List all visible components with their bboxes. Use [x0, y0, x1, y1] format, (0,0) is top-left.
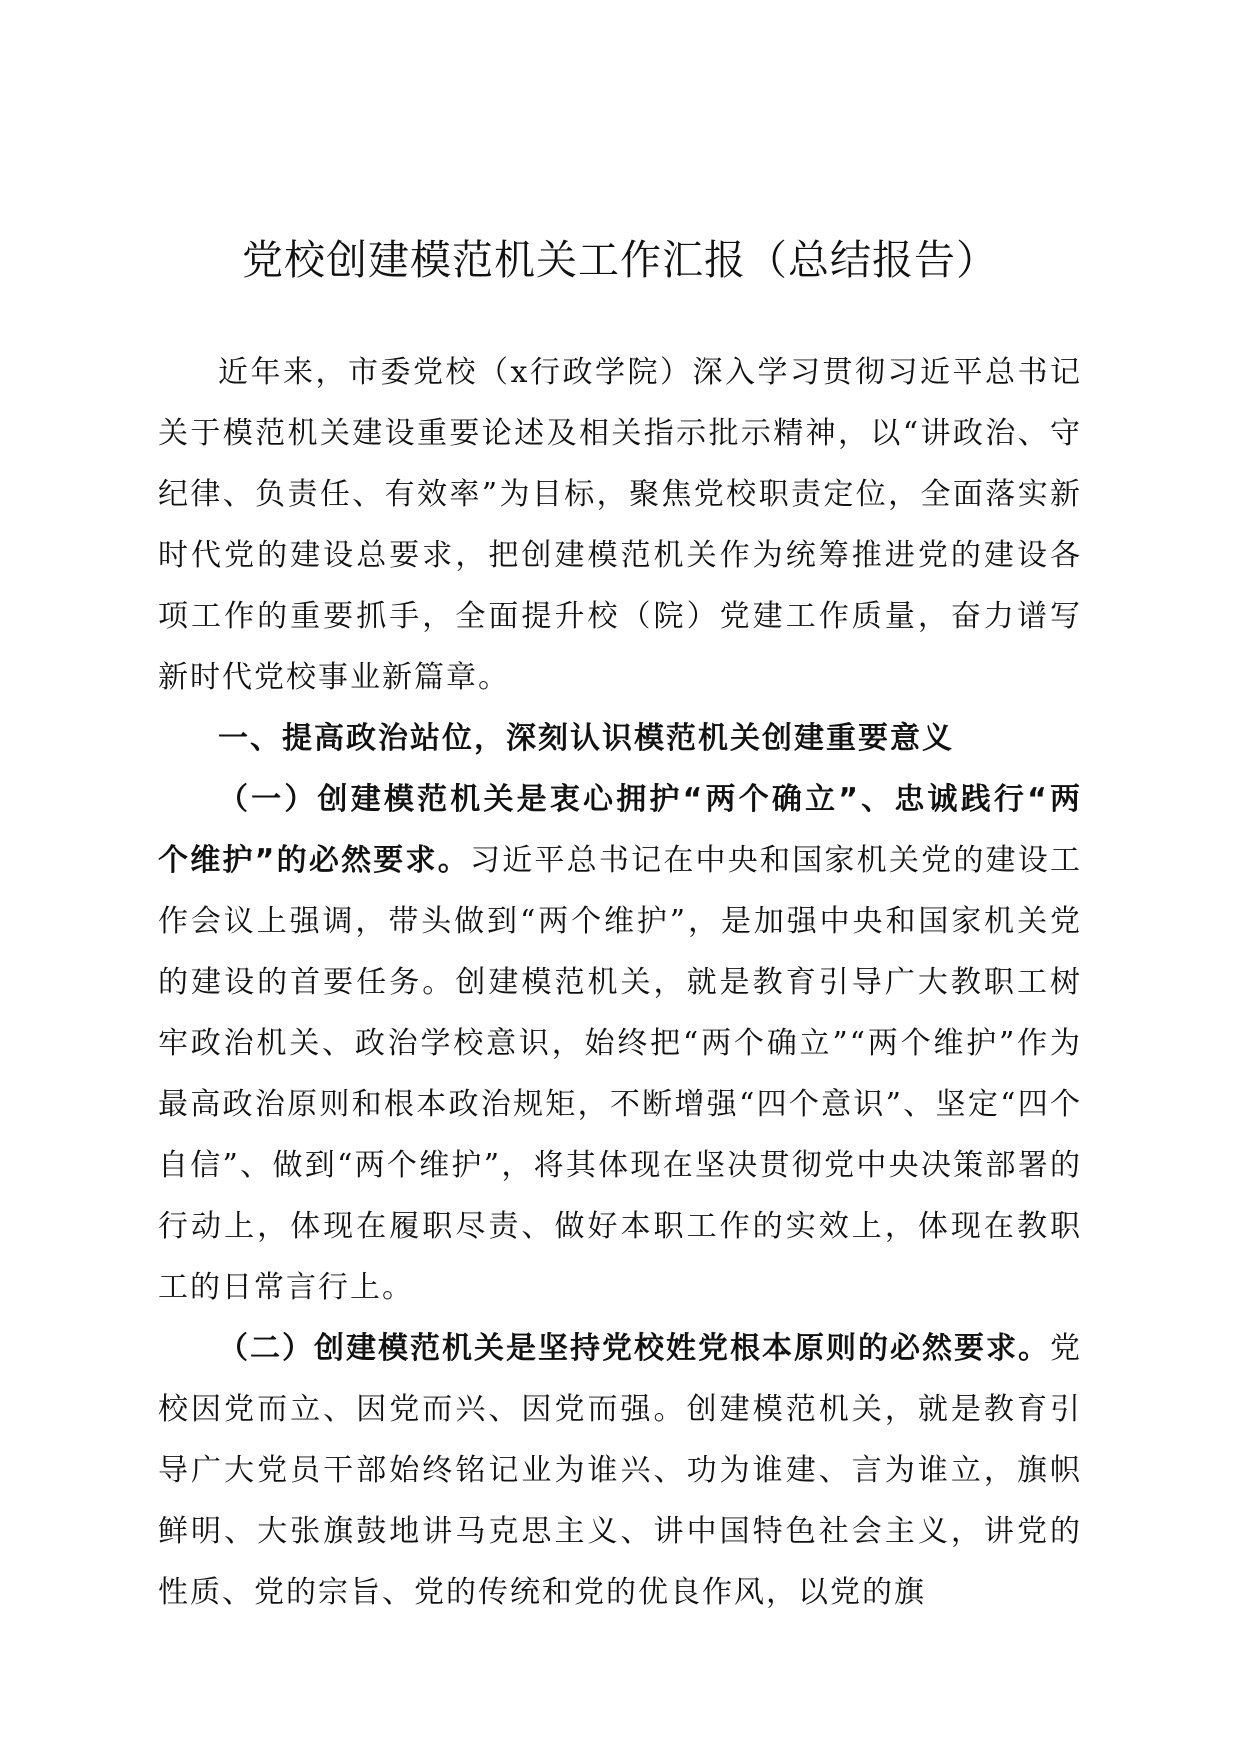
document-title: 党校创建模范机关工作汇报（总结报告） — [242, 236, 998, 284]
item-1-lead: （一）创建模范机关是衷心拥护“两个确立”、忠诚践行“两个维护”的必然要求。 — [158, 782, 1082, 878]
section-1-item-1 — [158, 769, 1082, 1318]
item-2-lead: （二）创建模范机关是坚持党校姓党根本原则的必然要求。 — [218, 1331, 1050, 1366]
section-1-item-2 — [158, 1318, 1082, 1623]
item-1-text: 习近平总书记在中央和国家机关党的建设工作会议上强调，带头做到“两个维护”，是加强中央和国家机关党的建设的首要任务。创建模范机关，就是教育引导广大教职工树牢政治机关、政治学校意识，始终把“两个确立”“两个维护”作为最高政治原则和根本政治规矩，不断增强“四个意识”、坚定“四个自信”、做到“两个维护”，将其体现在坚决贯彻党中央决策部署的行动上，体现在履职尽责、做好本职工作的实效上，体现在教职工的日常言行上。 — [158, 843, 1083, 1305]
document-body — [158, 342, 1082, 1623]
item-2-text: 党校因党而立、因党而兴、因党而强。创建模范机关，就是教育引导广大党员干部始终铭记业为谁兴、功为谁建、言为谁立，旗帜鲜明、大张旗鼓地讲马克思主义、讲中国特色社会主义，讲党的性质、党的宗旨、党的传统和党的优良作风，以党的旗 — [158, 1331, 1082, 1610]
intro-paragraph: 近年来，市委党校（x行政学院）深入学习贯彻习近平总书记关于模范机关建设重要论述及相关指示批示精神，以“讲政治、守纪律、负责任、有效率”为目标，聚焦党校职责定位，全面落实新时代党的建设总要求，把创建模范机关作为统筹推进党的建设各项工作的重要抓手，全面提升校（院）党建工作质量，奋力谱写新时代党校事业新篇章。 — [158, 355, 1082, 695]
section-heading-1: 一、提高政治站位，深刻认识模范机关创建重要意义 — [218, 721, 954, 756]
